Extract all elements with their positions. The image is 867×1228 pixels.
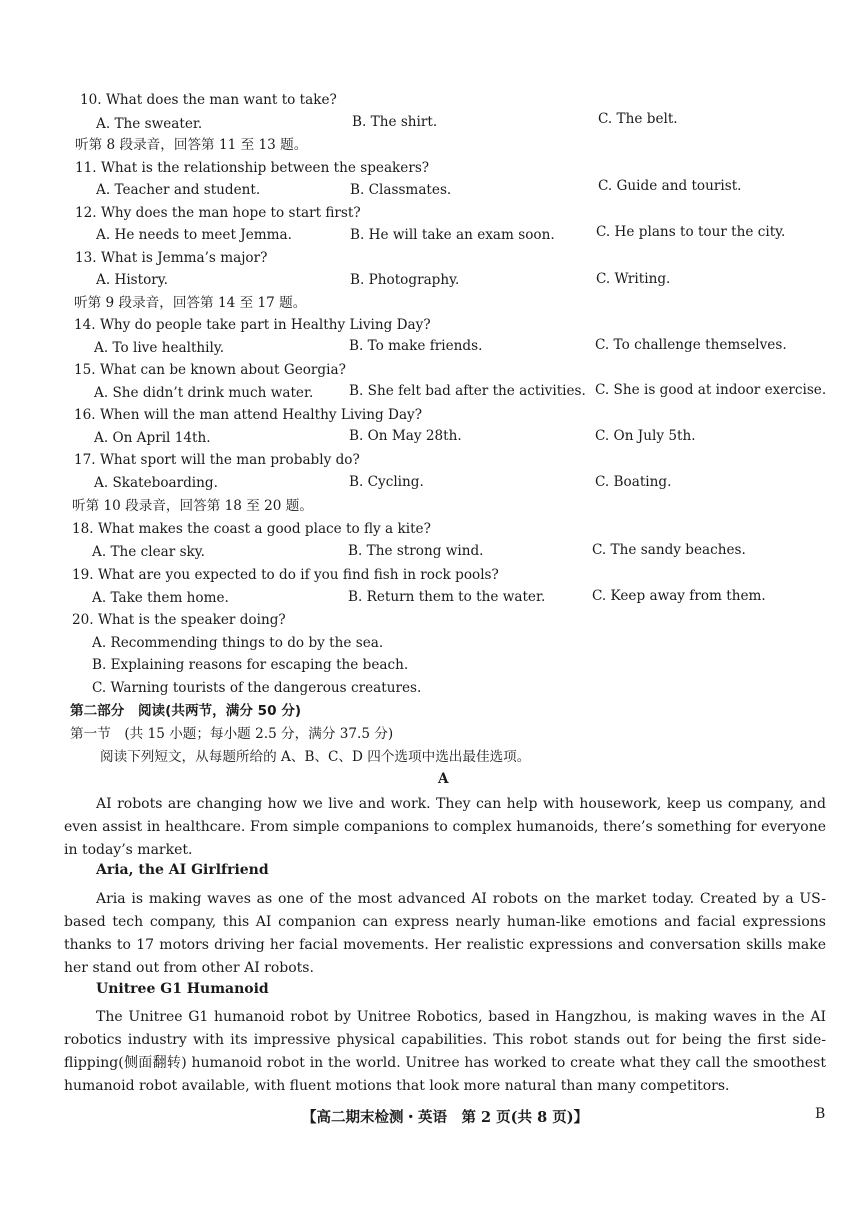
q12-option-a: A. He needs to meet Jemma.: [96, 227, 292, 243]
q20-option-a: A. Recommending things to do by the sea.: [92, 635, 384, 651]
question-16: 16. When will the man attend Healthy Living Day?: [74, 407, 423, 423]
question-10-stem: 10. What does the man want to take?: [80, 92, 337, 108]
q10-option-a: A. The sweater.: [96, 116, 203, 132]
q16-option-c: C. On July 5th.: [595, 428, 696, 444]
q19-option-a: A. Take them home.: [92, 590, 229, 606]
instruction-section-10: 听第 10 段录音，回答第 18 至 20 题。: [72, 498, 313, 514]
passage-paragraph-3: The Unitree G1 humanoid robot by Unitree Robotics, based in Hangzhou, is making waves in the AI robotics industry with its impressive physical capabilities. This robot stands out for being the first side-flipping(侧面翻转) humanoid robot in the world. Unitree has worked to create what they call the smoothest humanoid robot available, with fluent motions that look more natural than many competitors.: [64, 1009, 826, 1094]
q10-option-b: B. The shirt.: [352, 114, 438, 130]
question-19: 19. What are you expected to do if you find fish in rock pools?: [72, 567, 499, 583]
q16-option-b: B. On May 28th.: [349, 428, 462, 444]
q15-option-c: C. She is good at indoor exercise.: [595, 382, 827, 398]
page-footer: 【高二期末检测・英语 第 2 页(共 8 页)】: [302, 1109, 589, 1126]
q18-option-b: B. The strong wind.: [348, 543, 484, 559]
instruction-section-8: 听第 8 段录音，回答第 11 至 13 题。: [75, 137, 308, 153]
passage-paragraph-2: Aria is making waves as one of the most advanced AI robots on the market today. Created by a US-based tech company, this AI companion can express nearly human-like emotions and facial expressions thanks to 17 motors driving her facial movements. Her realistic expressions and conversation skills make her stand out from other AI robots.: [64, 891, 826, 976]
q12-option-c: C. He plans to tour the city.: [596, 224, 786, 240]
page-code: B: [815, 1106, 826, 1122]
q14-option-c: C. To challenge themselves.: [595, 337, 787, 353]
q17-option-b: B. Cycling.: [349, 474, 424, 490]
q15-option-b: B. She felt bad after the activities.: [349, 383, 586, 399]
passage-paragraph-1: AI robots are changing how we live and work. They can help with housework, keep us company, and even assist in healthcare. From simple companions to complex humanoids, there’s something for everyone in today’s market.: [64, 796, 826, 858]
question-11: 11. What is the relationship between the speakers?: [75, 160, 430, 176]
question-14: 14. Why do people take part in Healthy Living Day?: [74, 317, 431, 333]
q14-option-a: A. To live healthily.: [94, 340, 225, 356]
q12-option-b: B. He will take an exam soon.: [350, 227, 555, 243]
q17-option-c: C. Boating.: [595, 474, 672, 490]
q19-option-b: B. Return them to the water.: [348, 589, 546, 605]
q14-option-b: B. To make friends.: [349, 338, 483, 354]
question-15: 15. What can be known about Georgia?: [74, 362, 346, 378]
q15-option-a: A. She didn’t drink much water.: [94, 385, 314, 401]
q11-option-a: A. Teacher and student.: [96, 182, 261, 198]
question-17: 17. What sport will the man probably do?: [74, 452, 360, 468]
q10-option-c: C. The belt.: [598, 111, 678, 127]
subheading-unitree: Unitree G1 Humanoid: [96, 981, 269, 997]
q20-option-c: C. Warning tourists of the dangerous creatures.: [92, 680, 422, 696]
q11-option-b: B. Classmates.: [350, 182, 452, 198]
q16-option-a: A. On April 14th.: [94, 430, 211, 446]
q18-option-c: C. The sandy beaches.: [592, 542, 746, 558]
q13-option-b: B. Photography.: [350, 272, 460, 288]
question-12: 12. Why does the man hope to start first?: [75, 205, 361, 221]
reading-instruction: 阅读下列短文，从每题所给的 A、B、C、D 四个选项中选出最佳选项。: [100, 749, 531, 765]
q11-option-c: C. Guide and tourist.: [598, 178, 742, 194]
question-20: 20. What is the speaker doing?: [72, 612, 286, 628]
q17-option-a: A. Skateboarding.: [94, 475, 218, 491]
q13-option-c: C. Writing.: [596, 271, 671, 287]
question-18: 18. What makes the coast a good place to fly a kite?: [72, 521, 431, 537]
part-2-title: 第二部分 阅读(共两节，满分 50 分): [70, 703, 302, 719]
q18-option-a: A. The clear sky.: [92, 544, 205, 560]
instruction-section-9: 听第 9 段录音，回答第 14 至 17 题。: [74, 295, 307, 311]
q20-option-b: B. Explaining reasons for escaping the beach.: [92, 657, 409, 673]
q19-option-c: C. Keep away from them.: [592, 588, 766, 604]
passage-letter: A: [438, 771, 449, 787]
q13-option-a: A. History.: [96, 272, 168, 288]
section-1-title: 第一节 (共 15 小题；每小题 2.5 分，满分 37.5 分): [70, 726, 394, 742]
subheading-aria: Aria, the AI Girlfriend: [96, 862, 269, 878]
question-13: 13. What is Jemma’s major?: [75, 250, 268, 266]
